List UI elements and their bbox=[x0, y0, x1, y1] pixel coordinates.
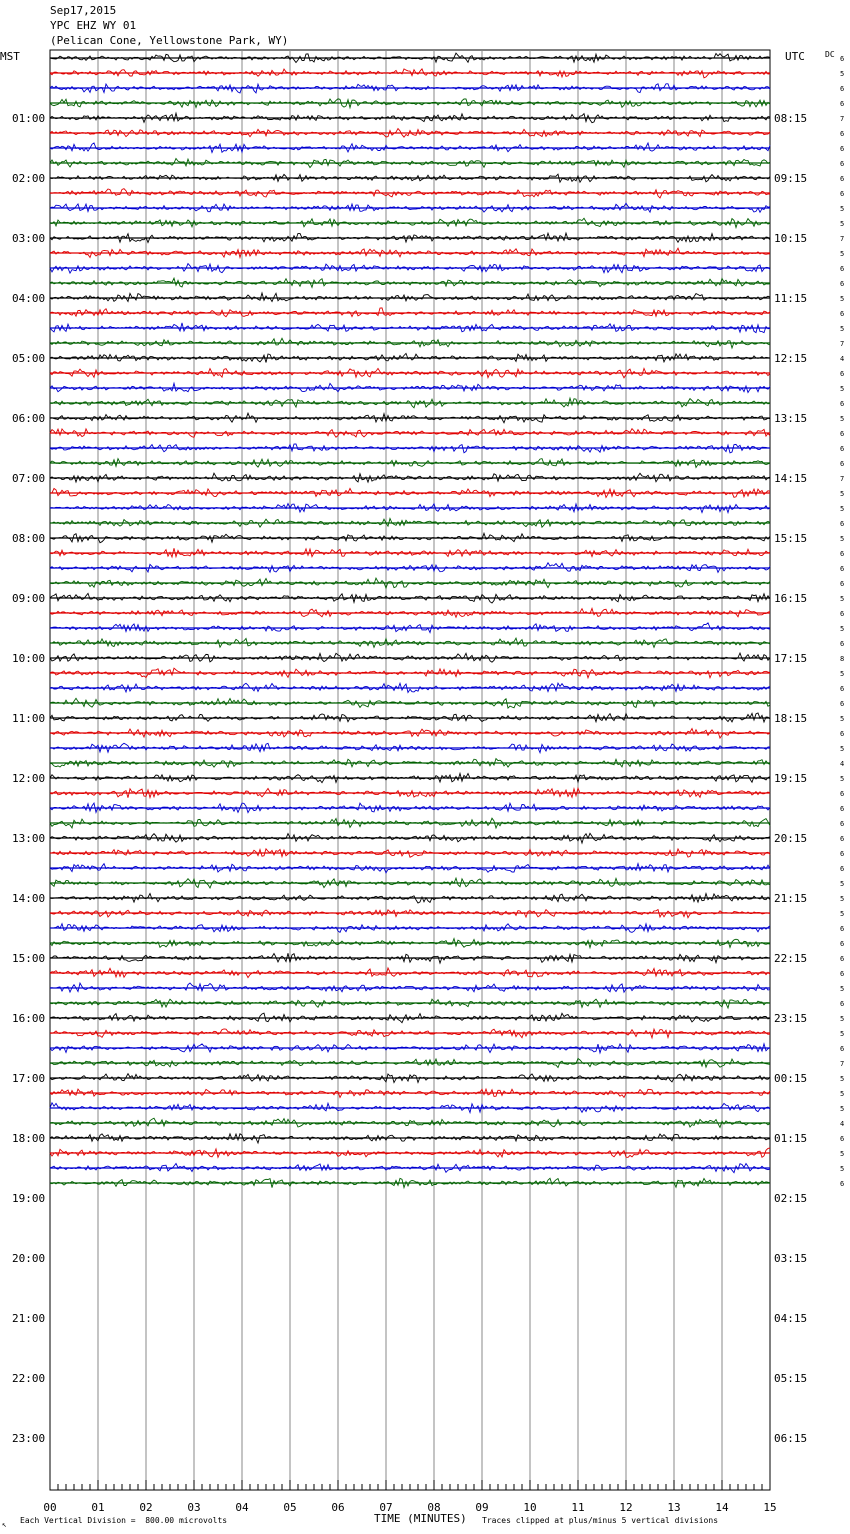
dc-offset-label: 6 bbox=[840, 85, 845, 93]
dc-offset-label: 5 bbox=[840, 490, 845, 498]
dc-offset-label: 5 bbox=[840, 295, 845, 303]
dc-offset-label: 5 bbox=[840, 205, 845, 213]
plot-date: Sep17,2015 bbox=[50, 4, 117, 17]
utc-hour-label: 09:15 bbox=[774, 172, 808, 185]
dc-offset-label: 4 bbox=[840, 760, 845, 768]
mst-hour-label: 21:00 bbox=[12, 1312, 46, 1325]
dc-offset-label: 6 bbox=[840, 520, 845, 528]
mst-hour-label: 07:00 bbox=[12, 472, 46, 485]
dc-offset-label: 5 bbox=[840, 895, 845, 903]
dc-offset-label: 7 bbox=[840, 475, 845, 483]
dc-offset-label: 6 bbox=[840, 430, 845, 438]
dc-offset-label: 6 bbox=[840, 550, 845, 558]
mst-hour-label: 01:00 bbox=[12, 112, 46, 125]
x-tick-label: 07 bbox=[379, 1501, 393, 1514]
clip-note: Traces clipped at plus/minus 5 vertical divisions bbox=[482, 1516, 719, 1525]
seismic-trace-row bbox=[50, 293, 770, 302]
utc-hour-label: 02:15 bbox=[774, 1192, 808, 1205]
dc-offset-label: 5 bbox=[840, 1150, 845, 1158]
utc-hour-label: 04:15 bbox=[774, 1312, 808, 1325]
dc-offset-label: 6 bbox=[840, 970, 845, 978]
dc-offset-label: 6 bbox=[840, 805, 845, 813]
scale-note: Each Vertical Division = 800.00 microvolts bbox=[20, 1516, 228, 1525]
dc-offset-label: 6 bbox=[840, 1180, 845, 1188]
mst-hour-label: 02:00 bbox=[12, 172, 46, 185]
mst-hour-label: 05:00 bbox=[12, 352, 46, 365]
mst-hour-label: 08:00 bbox=[12, 532, 46, 545]
dc-offset-label: 6 bbox=[840, 145, 845, 153]
dc-offset-label: 5 bbox=[840, 625, 845, 633]
x-tick-label: 13 bbox=[667, 1501, 681, 1514]
mst-hour-label: 20:00 bbox=[12, 1252, 46, 1265]
x-tick-label: 03 bbox=[187, 1501, 201, 1514]
dc-offset-label: 4 bbox=[840, 355, 845, 363]
mst-hour-label: 04:00 bbox=[12, 292, 46, 305]
dc-offset-label: 5 bbox=[840, 1075, 845, 1083]
dc-offset-label: 7 bbox=[840, 340, 845, 348]
dc-offset-label: 6 bbox=[840, 955, 845, 963]
mst-hour-label: 19:00 bbox=[12, 1192, 46, 1205]
dc-offset-label: 6 bbox=[840, 445, 845, 453]
dc-offset-label: 6 bbox=[840, 400, 845, 408]
utc-hour-label: 19:15 bbox=[774, 772, 808, 785]
utc-hour-label: 10:15 bbox=[774, 232, 808, 245]
utc-hour-label: 14:15 bbox=[774, 472, 808, 485]
dc-offset-label: 6 bbox=[840, 460, 845, 468]
mst-hour-label: 13:00 bbox=[12, 832, 46, 845]
dc-offset-label: 5 bbox=[840, 595, 845, 603]
dc-offset-label: 5 bbox=[840, 415, 845, 423]
dc-offset-label: 6 bbox=[840, 850, 845, 858]
dc-label: DC bbox=[825, 50, 835, 59]
plot-frame bbox=[50, 50, 770, 1490]
x-tick-label: 15 bbox=[763, 1501, 777, 1514]
dc-offset-label: 6 bbox=[840, 370, 845, 378]
mst-hour-label: 03:00 bbox=[12, 232, 46, 245]
dc-offset-label: 6 bbox=[840, 100, 845, 108]
dc-offset-label: 6 bbox=[840, 940, 845, 948]
dc-offset-label: 6 bbox=[840, 925, 845, 933]
mst-hour-label: 14:00 bbox=[12, 892, 46, 905]
dc-offset-label: 5 bbox=[840, 985, 845, 993]
dc-offset-label: 8 bbox=[840, 655, 845, 663]
dc-offset-label: 6 bbox=[840, 820, 845, 828]
dc-offset-label: 5 bbox=[840, 220, 845, 228]
dc-offset-label: 6 bbox=[840, 700, 845, 708]
mst-axis-label: MST bbox=[0, 50, 20, 63]
x-tick-label: 11 bbox=[571, 1501, 585, 1514]
utc-hour-label: 23:15 bbox=[774, 1012, 808, 1025]
x-tick-label: 06 bbox=[331, 1501, 345, 1514]
dc-offset-label: 4 bbox=[840, 1120, 845, 1128]
dc-offset-label: 5 bbox=[840, 775, 845, 783]
utc-hour-label: 06:15 bbox=[774, 1432, 808, 1445]
dc-offset-label: 7 bbox=[840, 1060, 845, 1068]
mst-hour-label: 23:00 bbox=[12, 1432, 46, 1445]
station-code: YPC EHZ WY 01 bbox=[50, 19, 137, 32]
dc-offset-label: 6 bbox=[840, 1135, 845, 1143]
mst-hour-label: 15:00 bbox=[12, 952, 46, 965]
dc-offset-label: 5 bbox=[840, 1165, 845, 1173]
dc-offset-label: 6 bbox=[840, 640, 845, 648]
mst-hour-label: 22:00 bbox=[12, 1372, 46, 1385]
dc-offset-label: 6 bbox=[840, 310, 845, 318]
dc-offset-label: 5 bbox=[840, 385, 845, 393]
dc-offset-label: 5 bbox=[840, 250, 845, 258]
dc-offset-label: 5 bbox=[840, 1015, 845, 1023]
dc-offset-label: 6 bbox=[840, 835, 845, 843]
x-tick-label: 01 bbox=[91, 1501, 105, 1514]
mst-hour-label: 17:00 bbox=[12, 1072, 46, 1085]
utc-hour-label: 18:15 bbox=[774, 712, 808, 725]
dc-offset-label: 6 bbox=[840, 175, 845, 183]
dc-offset-label: 6 bbox=[840, 685, 845, 693]
x-tick-label: 00 bbox=[43, 1501, 57, 1514]
mst-hour-label: 10:00 bbox=[12, 652, 46, 665]
seismic-trace-row bbox=[50, 910, 770, 918]
dc-offset-label: 7 bbox=[840, 235, 845, 243]
dc-offset-label: 6 bbox=[840, 160, 845, 168]
dc-offset-label: 6 bbox=[840, 865, 845, 873]
mst-hour-label: 06:00 bbox=[12, 412, 46, 425]
x-tick-label: 14 bbox=[715, 1501, 729, 1514]
mst-hour-label: 18:00 bbox=[12, 1132, 46, 1145]
utc-axis-label: UTC bbox=[785, 50, 805, 63]
dc-offset-label: 6 bbox=[840, 1000, 845, 1008]
station-location: (Pelican Cone, Yellowstone Park, WY) bbox=[50, 34, 289, 47]
dc-offset-label: 6 bbox=[840, 190, 845, 198]
mst-hour-label: 11:00 bbox=[12, 712, 46, 725]
utc-hour-label: 01:15 bbox=[774, 1132, 808, 1145]
dc-offset-label: 5 bbox=[840, 1030, 845, 1038]
dc-offset-label: 6 bbox=[840, 565, 845, 573]
utc-hour-label: 22:15 bbox=[774, 952, 808, 965]
x-tick-label: 12 bbox=[619, 1501, 633, 1514]
utc-hour-label: 13:15 bbox=[774, 412, 808, 425]
dc-offset-label: 6 bbox=[840, 790, 845, 798]
dc-offset-label: 6 bbox=[840, 130, 845, 138]
utc-hour-label: 03:15 bbox=[774, 1252, 808, 1265]
dc-offset-label: 6 bbox=[840, 730, 845, 738]
dc-offset-label: 6 bbox=[840, 55, 845, 63]
dc-offset-label: 5 bbox=[840, 910, 845, 918]
dc-offset-label: 6 bbox=[840, 280, 845, 288]
x-tick-label: 10 bbox=[523, 1501, 537, 1514]
dc-offset-label: 5 bbox=[840, 325, 845, 333]
utc-hour-label: 12:15 bbox=[774, 352, 808, 365]
x-tick-label: 02 bbox=[139, 1501, 153, 1514]
utc-hour-label: 08:15 bbox=[774, 112, 808, 125]
dc-offset-label: 5 bbox=[840, 1090, 845, 1098]
mst-hour-label: 16:00 bbox=[12, 1012, 46, 1025]
x-tick-label: 08 bbox=[427, 1501, 441, 1514]
dc-offset-label: 6 bbox=[840, 580, 845, 588]
seismic-trace-row bbox=[50, 308, 770, 317]
dc-offset-label: 5 bbox=[840, 70, 845, 78]
utc-hour-label: 21:15 bbox=[774, 892, 808, 905]
dc-offset-label: 5 bbox=[840, 715, 845, 723]
dc-offset-label: 5 bbox=[840, 535, 845, 543]
x-axis-label: TIME (MINUTES) bbox=[374, 1512, 467, 1525]
dc-offset-label: 6 bbox=[840, 1045, 845, 1053]
utc-hour-label: 16:15 bbox=[774, 592, 808, 605]
x-tick-label: 05 bbox=[283, 1501, 297, 1514]
dc-offset-label: 6 bbox=[840, 610, 845, 618]
x-tick-label: 04 bbox=[235, 1501, 249, 1514]
dc-offset-label: 7 bbox=[840, 115, 845, 123]
utc-hour-label: 11:15 bbox=[774, 292, 808, 305]
utc-hour-label: 15:15 bbox=[774, 532, 808, 545]
x-tick-label: 09 bbox=[475, 1501, 489, 1514]
utc-hour-label: 05:15 bbox=[774, 1372, 808, 1385]
mst-hour-label: 09:00 bbox=[12, 592, 46, 605]
corner-mark-icon: ↖ bbox=[2, 1520, 7, 1529]
dc-offset-label: 5 bbox=[840, 880, 845, 888]
dc-offset-label: 5 bbox=[840, 670, 845, 678]
dc-offset-label: 5 bbox=[840, 505, 845, 513]
dc-offset-label: 5 bbox=[840, 1105, 845, 1113]
dc-offset-label: 6 bbox=[840, 265, 845, 273]
utc-hour-label: 20:15 bbox=[774, 832, 808, 845]
dc-offset-label: 5 bbox=[840, 745, 845, 753]
utc-hour-label: 00:15 bbox=[774, 1072, 808, 1085]
mst-hour-label: 12:00 bbox=[12, 772, 46, 785]
utc-hour-label: 17:15 bbox=[774, 652, 808, 665]
